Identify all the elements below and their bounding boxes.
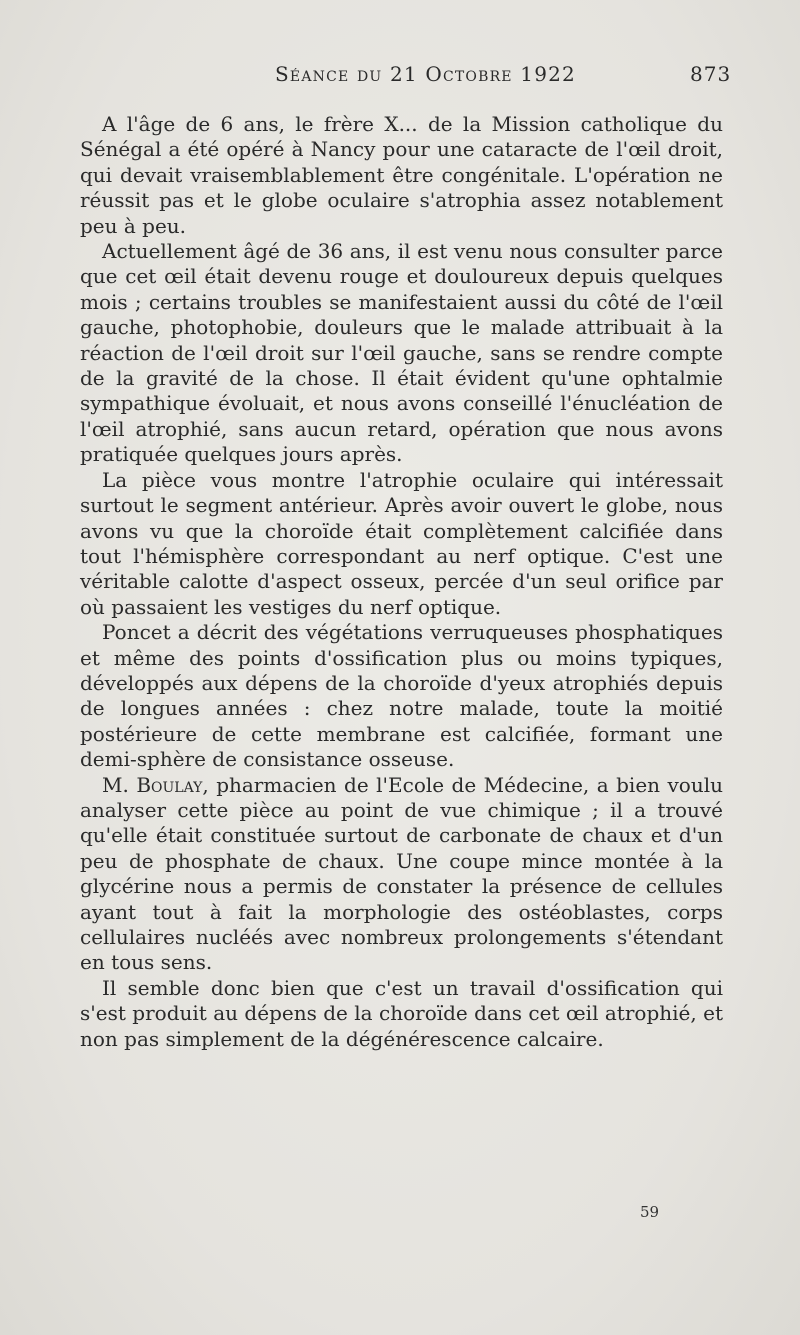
paragraph-poncet: Poncet a décrit des végétations verruqueuses phosphatiques et même des points d'ossification plus ou moins typiques, développés aux dépens de la choroïde d'yeux atrophiés depuis de longues années : chez notre malade, toute la moitié postérieure de cette membrane est calcifiée, formant une demi-sphère de consistance osseuse. xyxy=(80,620,723,772)
paragraph-specimen: La pièce vous montre l'atrophie oculaire qui intéressait surtout le segment antérieur. Après avoir ouvert le globe, nous avons vu que la choroïde était complètement calcifiée dans tout l'hémisphère correspondant au nerf optique. C'est une véritable calotte d'aspect osseux, percée d'un seul orifice par où passaient les vestiges du nerf optique. xyxy=(80,467,723,619)
running-title: Séance du 21 Octobre 1922 xyxy=(275,62,576,86)
signature-mark: 59 xyxy=(640,1203,660,1221)
paragraph-conclusion: Il semble donc bien que c'est un travail d'ossification qui s'est produit au dépens de la choroïde dans cet œil atrophié, et non pas simplement de la dégénérescence calcaire. xyxy=(80,975,723,1051)
running-head xyxy=(0,62,800,92)
paragraph-text: , pharmacien de l'Ecole de Médecine, a bien voulu analyser cette pièce au point de vue chimique ; il a trouvé qu'elle était constituée surtout de carbonate de chaux et d'un peu de phosphate de chaux. Une coupe mince montée à la glycérine nous a permis de constater la présence de cellules ayant tout à fait la morphologie des ostéoblastes, corps cellulaires nucléés avec nombreux prolongements s'étendant en tous sens. xyxy=(80,772,724,975)
body-text xyxy=(80,112,723,1052)
paragraph-consultation: Actuellement âgé de 36 ans, il est venu nous consulter parce que cet œil était devenu rouge et douloureux depuis quelques mois ; certains troubles se manifestaient aussi du côté de l'œil gauche, photophobie, douleurs que le malade attribuait à la réaction de l'œil droit sur l'œil gauche, sans se rendre compte de la gravité de la chose. Il était évident qu'une ophtalmie sympathique évoluait, et nous avons conseillé l'énucléation de l'œil atrophié, sans aucun retard, opération que nous avons pratiquée quelques jours après. xyxy=(80,239,723,467)
person-name: Boulay xyxy=(136,772,203,797)
paragraph-boulay-analysis xyxy=(80,773,723,976)
name-prefix: M. xyxy=(102,772,137,797)
paragraph-cataract-history: A l'âge de 6 ans, le frère X... de la Mission catholique du Sénégal a été opéré à Nancy pour une cataracte de l'œil droit, qui devait vraisemblablement être congénitale. L'opération ne réussit pas et le globe oculaire s'atrophia assez notablement peu à peu. xyxy=(80,112,723,238)
page-number: 873 xyxy=(690,62,732,86)
